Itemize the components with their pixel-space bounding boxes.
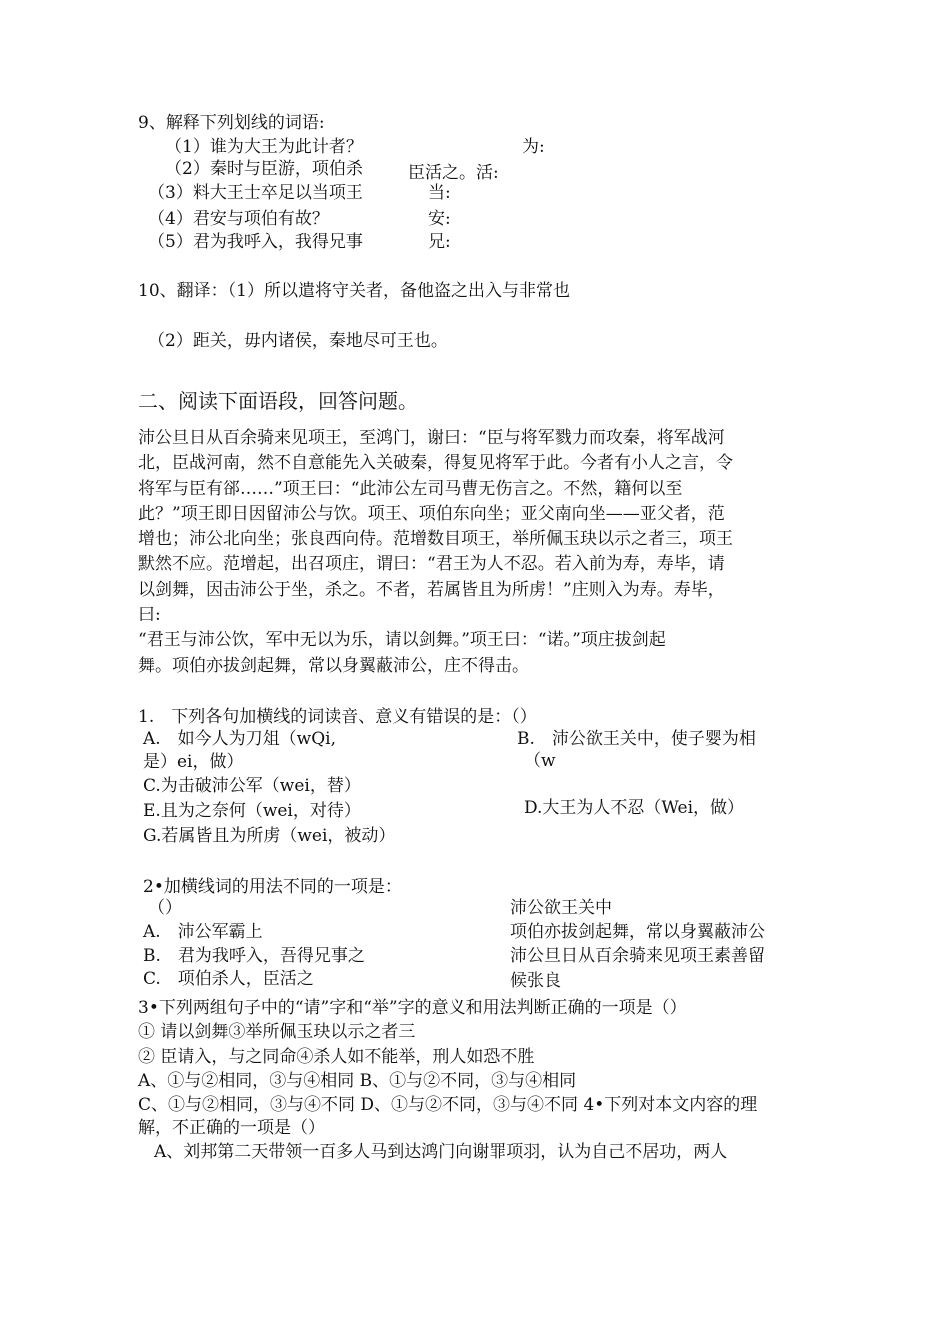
mc2-option-b: B. 君为我呼入，吾得兄事之 [143,946,365,966]
mc3-option-ab: A、①与②相同，③与④相同 B、①与②不同，③与④相同 [138,1071,577,1091]
mc1-option-g: G.若属皆且为所虏（wei，被动） [143,826,396,846]
passage-line: 此？”项王即日因留沛公与饮。项王、项伯东向坐；亚父南向坐——亚父者，范 [138,503,725,524]
mc2-option-a: A. 沛公军霸上 [143,922,263,942]
q9-item-5: （5）君为我呼入，我得兄事 [148,232,363,252]
passage-line: 舞。项伯亦拔剑起舞，常以身翼蔽沛公，庄不得击。 [138,655,529,676]
q9-item-1: （1）谁为大王为此计者？ [165,137,363,157]
q4-option-a: A、刘邦第二天带领一百多人马到达鸿门向谢罪项羽，认为自己不居功，两人 [154,1142,728,1162]
section-heading: 二、阅读下面语段，回答问题。 [138,389,418,413]
passage-line: 北，臣战河南，然不自意能先入关破秦，得复见将军于此。今者有小人之言，令 [138,453,733,474]
q9-item-4: （4）君安与项伯有故？ [148,209,329,229]
mc1-stem: 1. 下列各句加横线的词读音、意义有错误的是：（） [138,707,537,727]
mc2-stem: 2•加横线词的用法不同的一项是： [143,877,402,897]
mc2-paren: （） [148,898,182,918]
q9-title: 9、解释下列划线的词语: [138,113,325,133]
q9-item-2: （2）秦时与臣游，项伯杀 [165,159,363,179]
mc1-option-c: C.为击破沛公军（wei，替） [143,776,361,796]
passage-line: 默然不应。范增起，出召项庄，谓曰：“君王为人不忍。若入前为寿，寿毕，请 [138,554,725,575]
mc3-stem: 3•下列两组句子中的“请”字和“举”字的意义和用法判断正确的一项是（） [138,998,687,1018]
passage-line: 沛公旦日从百余骑来见项王，至鸿门，谢曰：“臣与将军戮力而攻秦，将军战河 [138,428,725,448]
mc1-option-d: D.大王为人不忍（Wei，做） [524,798,745,818]
q10-title: 10、翻译：（1）所以遣将守关者，备他盗之出入与非常也 [138,281,570,301]
mc1-option-a-cont: 是）ei，做） [143,752,244,772]
mc1-option-a: A. 如今人为刀俎（wQi, [143,729,337,749]
passage-line: 将军与臣有郤……”项王曰：“此沛公左司马曹无伤言之。不然，籍何以至 [138,478,683,499]
q9-answer-5: 兄: [428,232,451,252]
q9-item-3: （3）料大王士卒足以当项王 [148,183,363,203]
passage-line: 以剑舞，因击沛公于坐，杀之。不者，若属皆且为所虏！”庄则入为寿。寿毕， [138,579,725,600]
passage [138,426,733,679]
mc3-option-cd: C、①与②相同，③与④不同 D、①与②不同，③与④不同 4•下列对本文内容的理 [138,1095,758,1115]
mc2-right-3: 沛公旦日从百余骑来见项王素善留 [510,946,765,966]
passage-line: 增也；沛公北向坐；张良西向侍。范增数目项王，举所佩玉玦以示之者三，项王 [138,529,733,550]
mc2-right-1: 沛公欲王关中 [510,898,612,918]
q10-item-2: （2）距关，毋内诸侯，秦地尽可王也。 [148,331,448,351]
q9-answer-3: 当: [428,183,451,203]
mc2-right-2: 项伯亦拔剑起舞，常以身翼蔽沛公 [510,922,765,942]
passage-line: “君王与沛公饮，军中无以为乐，请以剑舞。”项王曰：“诺。”项庄拔剑起 [138,630,666,651]
mc1-option-b-cont: （w [524,751,556,771]
q9-answer-4: 安: [428,209,451,229]
mc3-line-1: ① 请以剑舞③举所佩玉玦以示之者三 [138,1022,416,1042]
mc2-right-4: 候张良 [510,971,561,991]
passage-line: 曰: [138,605,161,626]
mc3-line-2: ② 臣请入，与之同命④杀人如不能举，刑人如恐不胜 [138,1047,535,1067]
q4-stem-cont: 解，不正确的一项是（） [138,1118,325,1138]
mc1-option-b: B. 沛公欲王关中，使子婴为相 [517,729,756,749]
mc1-option-e: E.且为之奈何（wei，对待） [143,801,361,821]
q9-answer-2: 臣活之。活: [408,163,499,183]
mc2-option-c: C. 项伯杀人，臣活之 [143,969,314,989]
q9-answer-1: 为: [522,137,545,157]
